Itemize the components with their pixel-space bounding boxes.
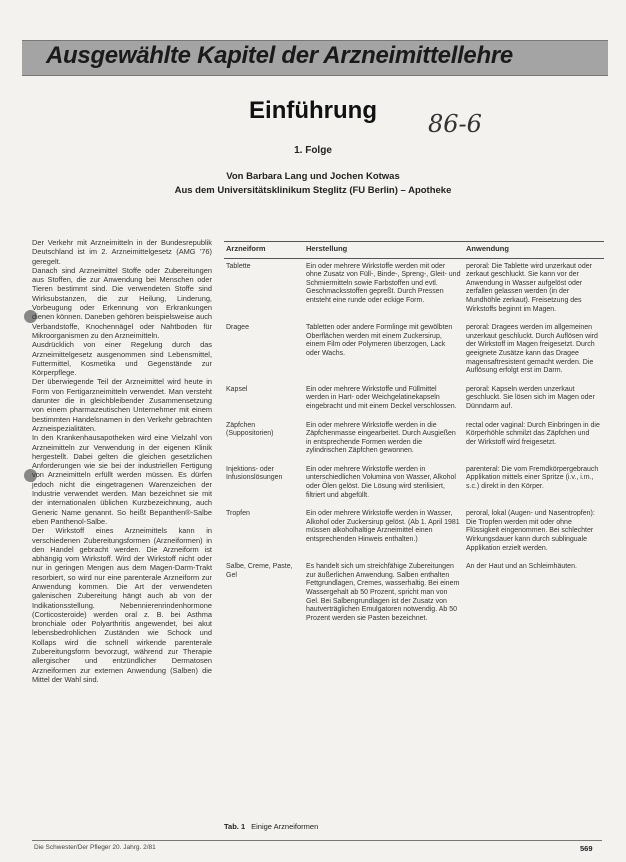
paragraph: Der Verkehr mit Arzneimitteln in der Bundesrepublik Deutschland ist im 2. Arzneimittelgesetz (AMG '76) geregelt. xyxy=(32,238,212,266)
dosage-forms-table xyxy=(224,241,604,629)
cell-preparation: Ein oder mehrere Wirkstoffe werden mit oder ohne Zusatz von Füll-, Binde-, Spreng-, Gleit- und Schmiermitteln sowie Farbstoffen und evtl. Geschmacksstoffen gepreßt. Durch Pressen entsteht eine runde oder eckige Form. xyxy=(306,262,461,304)
cell-application: rectal oder vaginal: Durch Einbringen in die Körperhöhle schmilzt das Zäpfchen und der Wirkstoff wird freigesetzt. xyxy=(466,421,600,446)
cell-form: Kapsel xyxy=(226,385,248,393)
cell-preparation: Es handelt sich um streichfähige Zubereitungen zur äußerlichen Anwendung. Salben enthalten Fettgrundlagen, Cremes, wasserhaltig. Bei einem Wassergehalt ab 50 Prozent, spricht man von Gel. Bei Salbengrundlagen ist der Zusatz von hautverträglichen Emulgatoren notwendig. Ab 50 Prozent werden sie Pasten bezeichnet. xyxy=(306,563,460,622)
cell-form: Tablette xyxy=(226,262,251,270)
cell-preparation: Ein oder mehrere Wirkstoffe werden in unterschiedlichen Volumina von Wasser, Alkohol oder Ölen gelöst. Die Lösung wird sterilisiert, filtriert und abgefüllt. xyxy=(306,465,456,499)
footer-divider xyxy=(32,840,602,841)
cell-form: Salbe, Creme, Paste, Gel xyxy=(226,563,293,579)
authors: Von Barbara Lang und Jochen Kotwas xyxy=(226,171,400,182)
header-arzneiform: Arzneiform xyxy=(224,242,304,259)
paragraph: Ausdrücklich von einer Regelung durch das Arzneimittelgesetz ausgenommen sind Lebensmittel, Futtermittel, Kosmetika und Gegenstände zur Körperpflege. xyxy=(32,340,212,378)
cell-preparation: Ein oder mehrere Wirkstoffe und Füllmittel werden in Hart- oder Weichgelatinekapseln eingebracht und mit einem Deckel verschlossen. xyxy=(306,385,457,410)
table-caption-text: Einige Arzneiformen xyxy=(251,822,319,831)
table-row xyxy=(224,382,604,418)
paragraph: Danach sind Arzneimittel Stoffe oder Zubereitungen aus Stoffen, die zur Anwendung bei Menschen oder Tieren bestimmt sind. Die verwendeten Stoffe sind Wirksubstanzen, die zur Heilung, Linderung, Vorbeugung oder Erkennung von Erkrankungen dienen können. Daneben gehören beispielsweise auch Verbandstoffe, Knochennägel oder Nahtboden für Mikroorganismen zu den Arzneimitteln. xyxy=(32,265,212,340)
cell-application: peroral: Dragees werden im allgemeinen unzerkaut geschluckt. Durch Auflösen wird der Wirkstoff im Magen freigesetzt. Durch geeignete Zusätze kann das Dragee magensaftresistent gemacht werden. Die Auflösung erfolgt erst im Darm. xyxy=(466,324,598,375)
paragraph: Der Wirkstoff eines Arzneimittels kann in verschiedenen Zubereitungsformen (Arzneiformen) in den Handel gebracht werden. Die Arzneiform ist abhängig vom Wirkstoff. Wird der Wirkstoff nicht oder nur in geringen Mengen aus dem Magen-Darm-Trakt resorbiert, so wird nur eine parenterale Arzneiform zur Anwendung kommen. Die Art der verwendeten galenischen Zubereitung hängt auch ab von der Indikationsstellung. Nebennierenrindenhormone (Corticosteroide) werden oral z. B. bei Asthma bronchiale oder Polyarthritis angewendet, bei akut lebensbedrohlichen Zuständen wie Schock und Kollaps wird die schnell wirkende parenterale Zubereitungsform bevorzugt, während zur Therapie allergischer und entzündlicher Dermatosen Arzneiformen zur externen Anwendung (Salben) die Mittel der Wahl sind. xyxy=(32,526,212,684)
author-block xyxy=(0,170,626,198)
cell-application: peroral: Die Tablette wird unzerkaut oder zerkaut geschluckt. Sie kann vor der Anwendung in Wasser aufgelöst oder zerfallen gelassen werden (in der Mundhöhle zerkaut). Freisetzung des Wirkstoffs beginnt im Magen. xyxy=(466,262,592,313)
table-caption xyxy=(224,822,318,831)
body-text xyxy=(32,238,212,684)
cell-form: Injektions- oder Infusionslösungen xyxy=(226,465,283,482)
header-herstellung: Herstellung xyxy=(304,242,464,259)
cell-preparation: Ein oder mehrere Wirkstoffe werden in Wasser, Alkohol oder Zuckersirup gelöst. (Ab 1. April 1981 müssen alkoholhaltige Arzneimittel einen entsprechenden Hinweis enthalten.) xyxy=(306,510,460,544)
cell-application: peroral, lokal (Augen- und Nasentropfen): Die Tropfen werden mit oder ohne Flüssigkeit eingenommen. Bei schlechter Wirkungsdauer kann durch sublinguale Applikation erzielt werden. xyxy=(466,510,595,552)
header-anwendung: Anwendung xyxy=(464,242,604,259)
cell-application: peroral: Kapseln werden unzerkaut geschluckt. Sie lösen sich im Magen oder Dünndarm auf. xyxy=(466,385,595,410)
page-title: Einführung xyxy=(249,97,377,124)
cell-form: Dragee xyxy=(226,324,249,332)
cell-application: parenteral: Die vom Fremdkörpergebrauch Applikation mittels einer Spritze (i.v., i.m., s.c.) direkt in den Körper. xyxy=(466,465,599,491)
table-caption-label: Tab. 1 xyxy=(224,822,246,831)
table-row xyxy=(224,258,604,320)
page-number: 569 xyxy=(580,844,593,853)
table-row xyxy=(224,462,604,506)
paragraph: Der überwiegende Teil der Arzneimittel wird heute in Form von Fertigarzneimitteln verwendet. Man versteht darunter die in gleichbleibender Zusammensetzung von einem pharmazeutischen Unternehmer mit einem bestimmten Handelsnamen in den Verkehr gebrachten Arzneispezialitäten. xyxy=(32,377,212,433)
handwritten-note: 86-6 xyxy=(428,110,482,138)
cell-preparation: Tabletten oder andere Formlinge mit gewölbten Oberflächen werden mit einem Zuckersirup, einem Film oder Polymeren überzogen, Lack oder Wachs. xyxy=(306,324,453,357)
cell-form: Zäpfchen (Suppositorien) xyxy=(226,421,274,438)
table-row xyxy=(224,506,604,559)
cell-form: Tropfen xyxy=(226,510,250,518)
paragraph: In den Krankenhausapotheken wird eine Vielzahl von Arzneimitteln zur Verwendung in der eigenen Klinik hergestellt. Dabei gelten die gleichen gesetzlichen Anforderungen wie sie bei der industriellen Fertigung von Arzneimitteln erfüllt werden müssen. Es dürfen jedoch nicht die eingetragenen Warenzeichen der Industrie verwendet werden. Man bezeichnet sie mit der internationalen üblichen Kurzbezeichnung, auch Generic Name genannt. So heißt Bepanthen®-Salbe eben Panthenol-Salbe. xyxy=(32,433,212,526)
table-row xyxy=(224,320,604,382)
cell-preparation: Ein oder mehrere Wirkstoffe werden in die Zäpfchenmasse eingearbeitet. Durch Ausgießen in entsprechende Formen werden die zylindrischen Zäpfchen gewonnen. xyxy=(306,421,456,455)
cell-application: An der Haut und an Schleimhäuten. xyxy=(466,563,577,571)
series-label: 1. Folge xyxy=(294,145,332,156)
table-row xyxy=(224,559,604,629)
table-header-row xyxy=(224,242,604,259)
affiliation: Aus dem Universitätsklinikum Steglitz (FU Berlin) – Apotheke xyxy=(174,185,452,196)
banner-title: Ausgewählte Kapitel der Arzneimittellehre xyxy=(46,42,513,69)
table-row xyxy=(224,418,604,462)
journal-reference: Die Schwester/Der Pfleger 20. Jahrg. 2/81 xyxy=(34,844,156,851)
